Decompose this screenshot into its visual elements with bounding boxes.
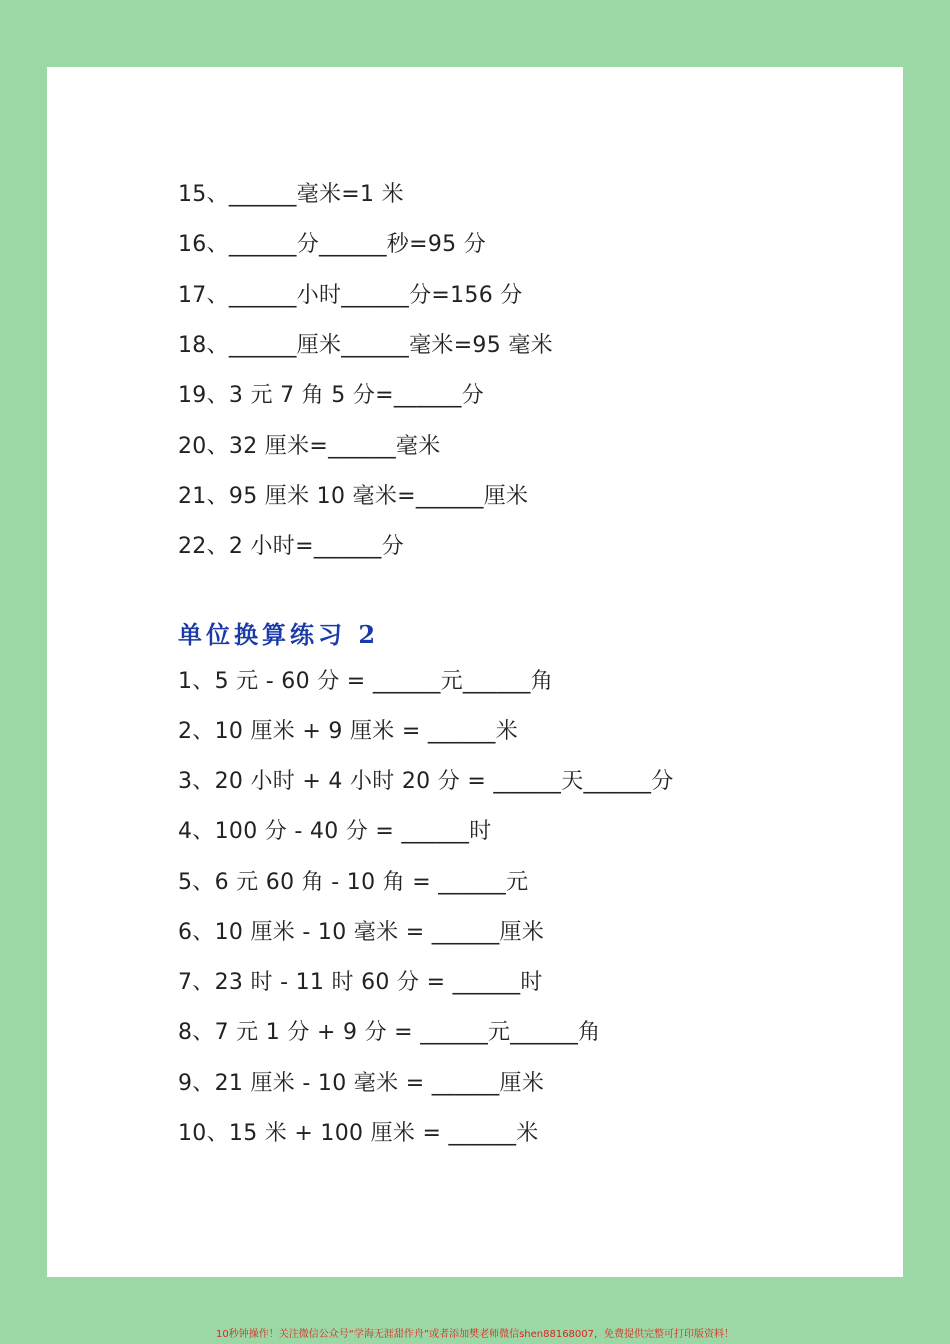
exercise-8: 8、7 元 1 分 + 9 分 = ______元______角 xyxy=(178,1020,601,1045)
question-22: 22、2 小时=______分 xyxy=(178,534,404,559)
question-18: 18、______厘米______毫米=95 毫米 xyxy=(178,333,553,358)
question-17: 17、______小时______分=156 分 xyxy=(178,283,523,308)
question-15: 15、______毫米=1 米 xyxy=(178,182,404,207)
exercise-10: 10、15 米 + 100 厘米 = ______米 xyxy=(178,1121,539,1146)
exercise-3: 3、20 小时 + 4 小时 20 分 = ______天______分 xyxy=(178,769,674,794)
exercise-5: 5、6 元 60 角 - 10 角 = ______元 xyxy=(178,870,529,895)
question-20: 20、32 厘米=______毫米 xyxy=(178,434,441,459)
question-21: 21、95 厘米 10 毫米=______厘米 xyxy=(178,484,529,509)
question-19: 19、3 元 7 角 5 分=______分 xyxy=(178,383,484,408)
section-title: 单位换算练习 2 xyxy=(178,620,380,649)
exercise-9: 9、21 厘米 - 10 毫米 = ______厘米 xyxy=(178,1071,545,1096)
footer-notice: 10秒钟操作！关注微信公众号“学海无涯甜作舟”或者添加樊老师微信shen88168007，免费提供完整可打印版资料！ xyxy=(215,1329,735,1340)
exercise-7: 7、23 时 - 11 时 60 分 = ______时 xyxy=(178,970,543,995)
exercise-2: 2、10 厘米 + 9 厘米 = ______米 xyxy=(178,719,519,744)
exercise-4: 4、100 分 - 40 分 = ______时 xyxy=(178,819,492,844)
question-16: 16、______分______秒=95 分 xyxy=(178,232,487,257)
exercise-1: 1、5 元 - 60 分 = ______元______角 xyxy=(178,669,554,694)
exercise-6: 6、10 厘米 - 10 毫米 = ______厘米 xyxy=(178,920,545,945)
